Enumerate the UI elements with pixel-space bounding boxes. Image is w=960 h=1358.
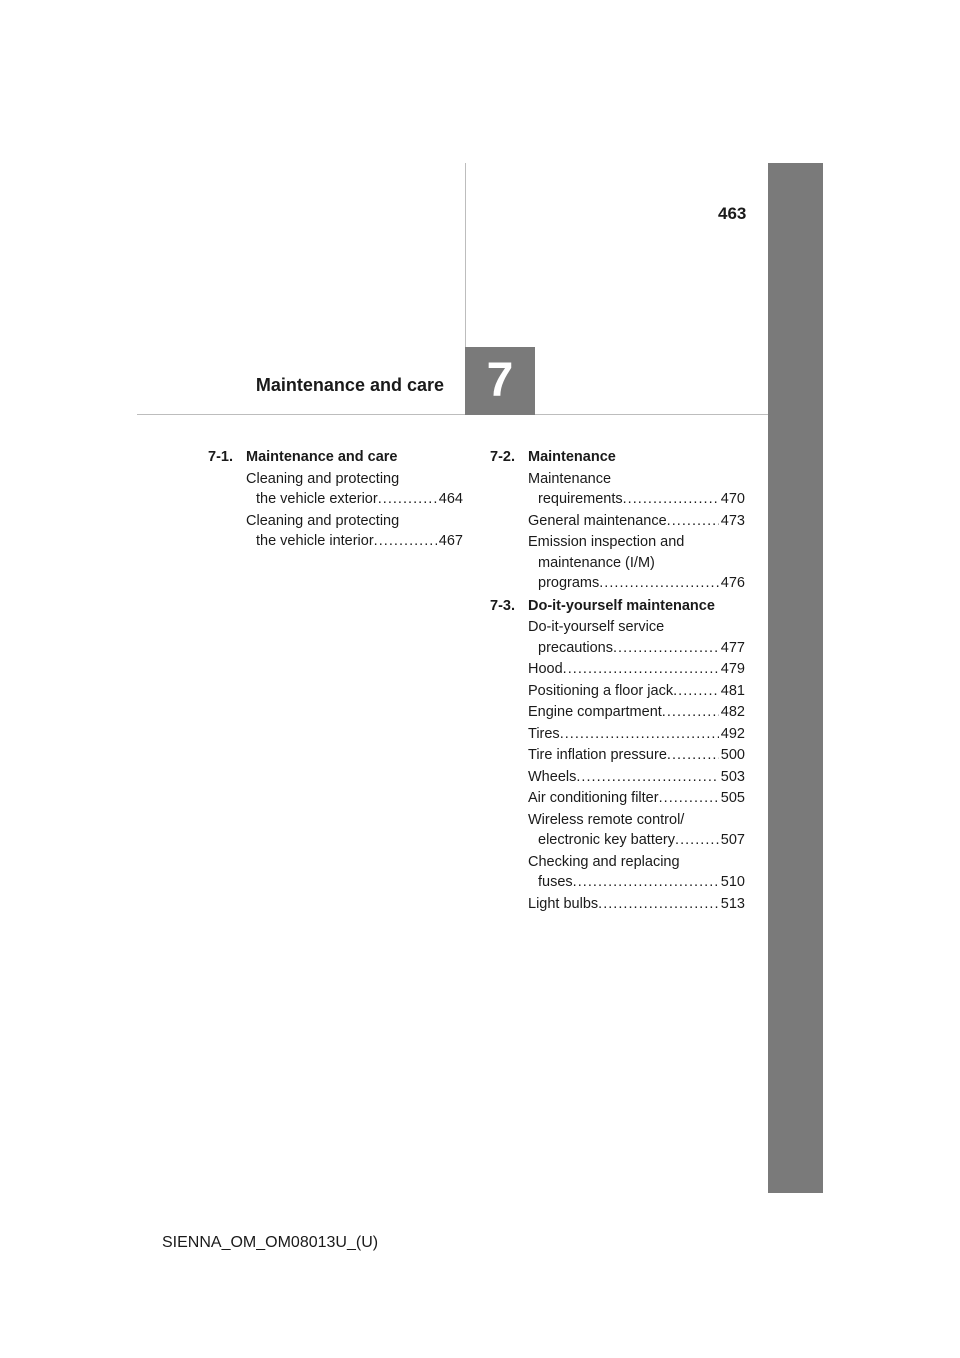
toc-entry[interactable] — [528, 469, 745, 510]
toc-entry[interactable] — [528, 767, 745, 788]
section-number: 7-1. — [208, 449, 233, 465]
entry-text: Tires — [528, 725, 560, 742]
toc-entry[interactable] — [528, 852, 745, 893]
entry-text: Hood — [528, 661, 563, 677]
entry-leader-line — [528, 788, 745, 809]
toc-entry[interactable] — [246, 511, 463, 552]
toc-entry[interactable] — [528, 681, 745, 702]
entry-page-number: 473 — [720, 512, 745, 529]
section-heading — [490, 596, 745, 617]
dot-leader — [598, 894, 719, 915]
section-title: Maintenance — [528, 449, 616, 465]
entry-page-number: 464 — [438, 491, 463, 507]
entry-page-number: 505 — [720, 790, 745, 806]
entry-page-number: 482 — [720, 704, 745, 720]
toc-entry[interactable] — [528, 617, 745, 658]
toc-entry[interactable] — [528, 532, 745, 594]
entry-leader-line — [528, 767, 745, 788]
entry-text: Cleaning and protecting — [246, 512, 400, 529]
dot-leader — [374, 531, 437, 552]
entry-text: Light bulbs — [528, 895, 599, 912]
toc-entry[interactable] — [528, 788, 745, 809]
entry-leader-line — [528, 724, 745, 745]
dot-leader — [599, 573, 719, 594]
entry-leader-line — [528, 745, 745, 766]
entry-leader-line — [528, 638, 745, 659]
entry-leader-line — [528, 894, 745, 915]
dot-leader — [563, 659, 719, 680]
entry-text: Positioning a floor jack — [528, 682, 674, 699]
chapter-number: 7 — [486, 354, 514, 407]
entry-leader-line — [246, 531, 463, 552]
entry-text: Wheels — [528, 768, 577, 785]
entry-page-number: 477 — [720, 639, 745, 656]
entry-text: Air conditioning filter — [528, 790, 659, 806]
dot-leader — [673, 681, 719, 702]
dot-leader — [667, 511, 719, 532]
entry-page-number: 492 — [720, 725, 745, 742]
toc-section — [208, 447, 463, 552]
entry-page-number: 500 — [720, 747, 745, 763]
entry-text: maintenance (I/M) — [538, 554, 655, 571]
entry-text: Checking and replacing — [528, 853, 680, 870]
entry-text: the vehicle interior — [256, 533, 374, 549]
entry-page-number: 481 — [720, 682, 745, 699]
dot-leader — [573, 872, 719, 893]
entry-text: Do-it-yourself service — [528, 619, 665, 635]
chapter-side-tab — [768, 163, 823, 1193]
entry-text: Emission inspection and — [528, 534, 685, 550]
entry-leader-line — [528, 702, 745, 723]
toc-entry[interactable] — [528, 745, 745, 766]
header-divider-vertical — [465, 163, 466, 348]
chapter-number-box — [465, 347, 535, 415]
entry-text: electronic key battery — [538, 832, 676, 848]
entry-leader-line — [246, 489, 463, 510]
dot-leader — [560, 724, 719, 745]
entry-page-number: 470 — [720, 491, 745, 507]
dot-leader — [576, 767, 718, 788]
dot-leader — [613, 638, 719, 659]
entry-leader-line — [528, 681, 745, 702]
section-heading — [490, 447, 745, 468]
toc-entry[interactable] — [528, 511, 745, 532]
toc-entry[interactable] — [528, 810, 745, 851]
toc-entry[interactable] — [528, 894, 745, 915]
dot-leader — [623, 489, 719, 510]
section-title: Do-it-yourself maintenance — [528, 597, 715, 614]
entry-text: Wireless remote control/ — [528, 811, 685, 828]
entry-text: General maintenance — [528, 512, 667, 529]
dot-leader — [659, 788, 719, 809]
entry-page-number: 510 — [720, 874, 745, 890]
entry-text: Maintenance — [528, 470, 612, 487]
section-heading — [208, 447, 463, 468]
entry-leader-line — [528, 573, 745, 594]
entry-leader-line — [528, 830, 745, 851]
dot-leader — [662, 702, 719, 723]
toc-entry[interactable] — [528, 659, 745, 680]
page-number: 463 — [718, 204, 747, 223]
entry-page-number: 476 — [720, 575, 745, 591]
section-title: Maintenance and care — [246, 449, 398, 465]
document-code: SIENNA_OM_OM08013U_(U) — [162, 1234, 379, 1251]
entry-page-number: 467 — [438, 533, 463, 549]
entry-text: the vehicle exterior — [256, 491, 378, 507]
entry-text: precautions — [538, 639, 613, 656]
entry-page-number: 513 — [720, 895, 745, 912]
entry-leader-line — [528, 659, 745, 680]
entry-text: requirements — [538, 491, 623, 507]
chapter-title: Maintenance and care — [255, 375, 444, 395]
entry-text: Engine compartment — [528, 704, 662, 720]
entry-text: fuses — [538, 874, 573, 890]
toc-left-column — [208, 447, 463, 554]
toc-entry[interactable] — [528, 702, 745, 723]
dot-leader — [667, 745, 719, 766]
section-number: 7-2. — [490, 449, 515, 465]
entry-page-number: 507 — [720, 832, 745, 848]
entry-text: programs — [538, 575, 600, 591]
toc-section — [490, 596, 745, 915]
dot-leader — [675, 830, 719, 851]
section-number: 7-3. — [490, 597, 515, 614]
entry-leader-line — [528, 511, 745, 532]
toc-right-column — [490, 447, 745, 916]
entry-leader-line — [528, 489, 745, 510]
dot-leader — [378, 489, 437, 510]
entry-page-number: 503 — [720, 768, 745, 785]
entry-leader-line — [528, 872, 745, 893]
toc-entry[interactable] — [528, 724, 745, 745]
entry-page-number: 479 — [720, 661, 745, 677]
toc-section — [490, 447, 745, 594]
entry-text: Tire inflation pressure — [528, 747, 667, 763]
entry-text: Cleaning and protecting — [246, 470, 400, 487]
toc-entry[interactable] — [246, 469, 463, 510]
